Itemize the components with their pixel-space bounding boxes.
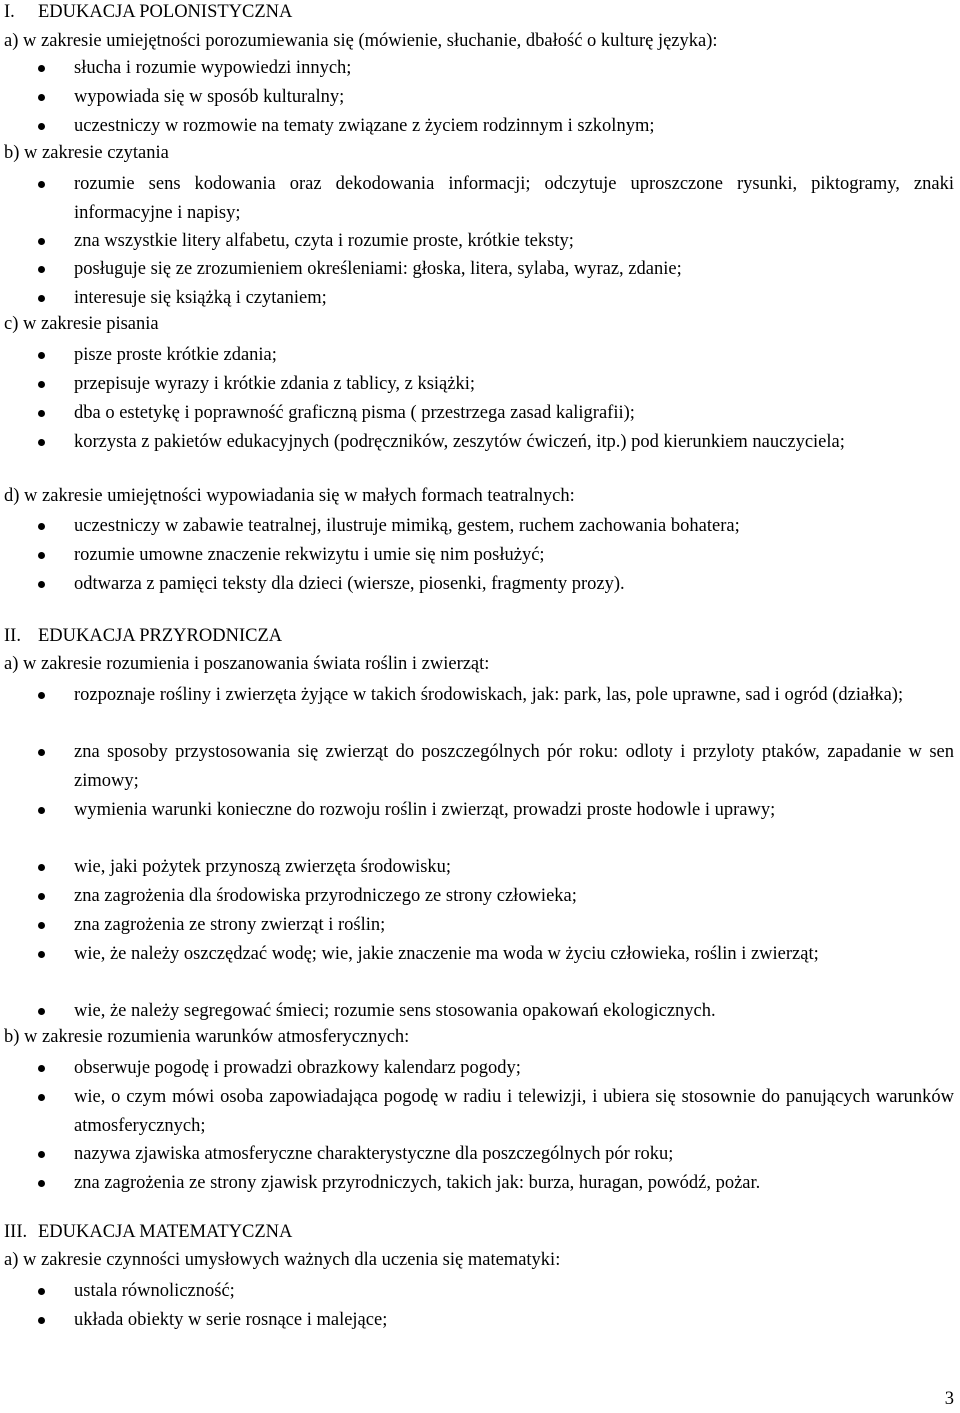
bullet-dot-icon — [38, 1094, 45, 1101]
bullet-dot-icon — [38, 1317, 45, 1324]
bullet-dot-icon — [38, 581, 45, 588]
list-item: korzysta z pakietów edukacyjnych (podręczników, zeszytów ćwiczeń, itp.) pod kierunkiem nauczyciela; — [74, 432, 845, 452]
bullet-dot-icon — [38, 523, 45, 530]
list-item: interesuje się książką i czytaniem; — [74, 288, 327, 308]
subsection-heading: c) w zakresie pisania — [4, 314, 159, 334]
bullet-dot-icon — [38, 1180, 45, 1187]
bullet-dot-icon — [38, 123, 45, 130]
bullet-dot-icon — [38, 807, 45, 814]
subsection-heading: b) w zakresie czytania — [4, 143, 169, 163]
list-item: układa obiekty w serie rosnące i malejące; — [74, 1310, 388, 1330]
list-item: wie, że należy oszczędzać wodę; wie, jakie znaczenie ma woda w życiu człowieka, roślin i zwierząt; — [74, 944, 819, 964]
subsection-heading: d) w zakresie umiejętności wypowiadania się w małych formach teatralnych: — [4, 486, 575, 506]
list-item: wie, że należy segregować śmieci; rozumie sens stosowania opakowań ekologicznych. — [74, 1001, 716, 1021]
bullet-dot-icon — [38, 1008, 45, 1015]
bullet-dot-icon — [38, 381, 45, 388]
section-number: II. — [4, 626, 21, 646]
section-heading — [4, 0, 292, 24]
list-item: zna sposoby przystosowania się zwierząt do poszczególnych pór roku: odloty i przyloty ptaków, zapadanie w sen zimowy; — [74, 742, 954, 791]
list-item: wie, jaki pożytek przynoszą zwierzęta środowisku; — [74, 857, 452, 877]
bullet-dot-icon — [38, 893, 45, 900]
bullet-dot-icon — [38, 439, 45, 446]
bullet-dot-icon — [38, 749, 45, 756]
list-item: zna zagrożenia ze strony zwierząt i roślin; — [74, 915, 386, 935]
bullet-dot-icon — [38, 1151, 45, 1158]
bullet-dot-icon — [38, 1288, 45, 1295]
list-item: wymienia warunki konieczne do rozwoju roślin i zwierząt, prowadzi proste hodowle i uprawy; — [74, 800, 776, 820]
bullet-dot-icon — [38, 692, 45, 699]
subsection-heading: a) w zakresie umiejętności porozumiewania się (mówienie, słuchanie, dbałość o kulturę języka): — [4, 31, 718, 51]
list-item: słucha i rozumie wypowiedzi innych; — [74, 58, 352, 78]
list-item: zna zagrożenia dla środowiska przyrodniczego ze strony człowieka; — [74, 886, 577, 906]
section-number: I. — [4, 2, 15, 22]
list-item: rozumie sens kodowania oraz dekodowania informacji; odczytuje uproszczone rysunki, piktogramy, znaki informacyjne i napisy; — [74, 174, 954, 223]
list-item: rozpoznaje rośliny i zwierzęta żyjące w takich środowiskach, jak: park, las, pole uprawne, sad i ogród (działka); — [74, 685, 904, 705]
section-heading — [4, 624, 282, 648]
list-item: rozumie umowne znaczenie rekwizytu i umie się nim posłużyć; — [74, 545, 545, 565]
bullet-dot-icon — [38, 295, 45, 302]
list-item: przepisuje wyrazy i krótkie zdania z tablicy, z książki; — [74, 374, 476, 394]
list-item: obserwuje pogodę i prowadzi obrazkowy kalendarz pogody; — [74, 1058, 521, 1078]
bullet-dot-icon — [38, 238, 45, 245]
section-heading — [4, 1220, 292, 1244]
bullet-dot-icon — [38, 864, 45, 871]
bullet-dot-icon — [38, 352, 45, 359]
list-item: uczestniczy w rozmowie na tematy związane z życiem rodzinnym i szkolnym; — [74, 116, 655, 136]
subsection-heading: b) w zakresie rozumienia warunków atmosferycznych: — [4, 1027, 410, 1047]
list-item: dba o estetykę i poprawność graficzną pisma ( przestrzega zasad kaligrafii); — [74, 403, 635, 423]
subsection-heading: a) w zakresie czynności umysłowych ważnych dla uczenia się matematyki: — [4, 1250, 561, 1270]
page-number: 3 — [944, 1389, 954, 1409]
bullet-dot-icon — [38, 65, 45, 72]
bullet-dot-icon — [38, 94, 45, 101]
list-item: pisze proste krótkie zdania; — [74, 345, 277, 365]
bullet-dot-icon — [38, 266, 45, 273]
bullet-dot-icon — [38, 1065, 45, 1072]
bullet-dot-icon — [38, 922, 45, 929]
section-title: EDUKACJA PRZYRODNICZA — [38, 626, 283, 646]
list-item: nazywa zjawiska atmosferyczne charakterystyczne dla poszczególnych pór roku; — [74, 1144, 674, 1164]
bullet-dot-icon — [38, 951, 45, 958]
list-item: ustala równoliczność; — [74, 1281, 235, 1301]
list-item: posługuje się ze zrozumieniem określeniami: głoska, litera, sylaba, wyraz, zdanie; — [74, 259, 682, 279]
section-number: III. — [4, 1222, 28, 1242]
bullet-dot-icon — [38, 410, 45, 417]
list-item: uczestniczy w zabawie teatralnej, ilustruje mimiką, gestem, ruchem zachowania bohatera; — [74, 516, 740, 536]
section-title: EDUKACJA MATEMATYCZNA — [38, 1222, 293, 1242]
list-item: odtwarza z pamięci teksty dla dzieci (wiersze, piosenki, fragmenty prozy). — [74, 574, 625, 594]
subsection-heading: a) w zakresie rozumienia i poszanowania świata roślin i zwierząt: — [4, 654, 490, 674]
bullet-dot-icon — [38, 552, 45, 559]
list-item: wie, o czym mówi osoba zapowiadająca pogodę w radiu i telewizji, i ubiera się stosownie do panujących warunków atmosferycznych; — [74, 1087, 954, 1136]
list-item: zna zagrożenia ze strony zjawisk przyrodniczych, takich jak: burza, huragan, powódź, pożar. — [74, 1173, 761, 1193]
section-title: EDUKACJA POLONISTYCZNA — [38, 2, 293, 22]
list-item: zna wszystkie litery alfabetu, czyta i rozumie proste, krótkie teksty; — [74, 231, 574, 251]
list-item: wypowiada się w sposób kulturalny; — [74, 87, 345, 107]
bullet-dot-icon — [38, 181, 45, 188]
